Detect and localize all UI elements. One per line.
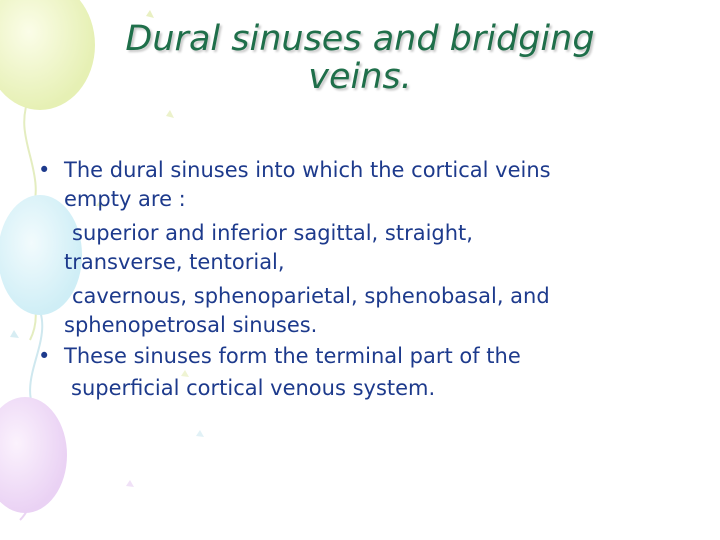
title-line-2: veins. [308, 57, 412, 97]
bullet-marker: • [38, 158, 51, 182]
slide-title [60, 20, 660, 96]
para-2-line-1: cavernous, sphenoparietal, sphenobasal, and [72, 284, 550, 308]
balloon-purple [0, 397, 67, 513]
para-1-line-2: transverse, tentorial, [64, 250, 285, 274]
slide-body [38, 156, 678, 403]
sub-paragraph-2 [38, 282, 678, 340]
sub-paragraph-3 [38, 374, 678, 403]
para-1-line-1: superior and inferior sagittal, straight, [72, 221, 473, 245]
bullet-item-1 [38, 156, 678, 214]
bullet-2-line-1: These sinuses form the terminal part of the [64, 344, 521, 368]
bullet-1-line-2: empty are : [64, 187, 186, 211]
bullet-1-line-1: The dural sinuses into which the cortical veins [64, 158, 551, 182]
sub-paragraph-1 [38, 219, 678, 277]
bullet-item-2 [38, 342, 678, 371]
para-2-line-2: sphenopetrosal sinuses. [64, 313, 318, 337]
para-3-line-1: superficial cortical venous system. [71, 376, 436, 400]
title-line-1: Dural sinuses and bridging [125, 19, 595, 59]
bullet-marker: • [38, 344, 51, 368]
